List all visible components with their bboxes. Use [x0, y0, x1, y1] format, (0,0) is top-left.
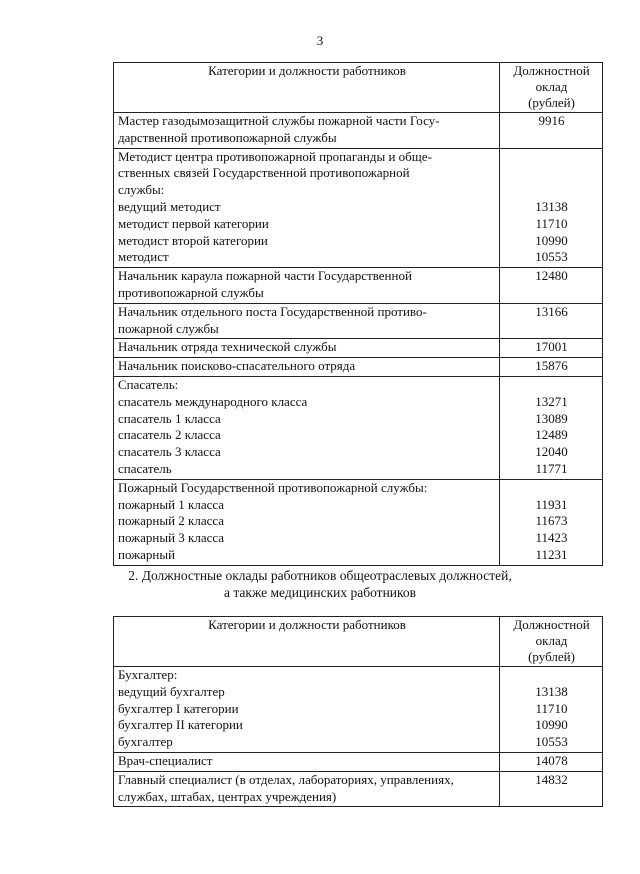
salary-cell	[500, 113, 603, 149]
position-cell	[114, 303, 500, 339]
salary-value: 12040	[535, 444, 568, 460]
position-cell	[114, 148, 500, 268]
header-salary	[500, 617, 603, 667]
salary-value: 11231	[535, 546, 568, 562]
position-line: Методист центра противопожарной пропаганды и обще-	[118, 148, 432, 164]
position-line: бухгалтер II категории	[118, 717, 243, 733]
salary-value: 13089	[535, 410, 568, 426]
table-row	[114, 376, 603, 479]
table-header-row	[114, 63, 603, 113]
header-salary-line: оклад	[535, 633, 568, 648]
table-row	[114, 113, 603, 149]
position-line: пожарный 2 класса	[118, 513, 225, 529]
position-cell	[114, 771, 500, 807]
salary-value: 11931	[535, 496, 568, 512]
salary-value: 13138	[535, 198, 568, 214]
position-line: бухгалтер I категории	[118, 700, 239, 716]
header-salary-line: Должностной	[513, 617, 590, 632]
salary-value: 14832	[535, 771, 568, 787]
position-line: спасатель 3 класса	[118, 444, 221, 460]
position-cell	[114, 376, 500, 479]
position-line: Начальник отряда технической службы	[118, 339, 337, 355]
position-line: пожарный	[118, 546, 176, 562]
position-line: Пожарный Государственной противопожарной службы:	[118, 479, 428, 495]
salary-value: 11673	[535, 513, 568, 529]
position-line: пожарный 1 класса	[118, 496, 225, 512]
table-row	[114, 303, 603, 339]
position-cell	[114, 479, 500, 565]
position-line: спасатель 1 класса	[118, 410, 221, 426]
position-line: Начальник отдельного поста Государственной противо-	[118, 303, 427, 319]
position-line: службах, штабах, центрах учреждения)	[118, 788, 337, 804]
salary-cell	[500, 358, 603, 377]
position-line: ведущий бухгалтер	[118, 683, 225, 699]
header-salary-line: оклад	[535, 79, 568, 94]
position-line: методист	[118, 249, 169, 265]
salary-cell	[500, 148, 603, 268]
salary-value	[504, 149, 599, 166]
salary-value: 11771	[535, 460, 568, 476]
page-number: 3	[316, 33, 324, 48]
salary-cell	[500, 268, 603, 304]
position-line: спасатель 2 класса	[118, 427, 221, 443]
header-salary-line: Должностной	[513, 63, 590, 78]
salary-value	[504, 667, 599, 684]
position-line: бухгалтер	[118, 734, 173, 750]
table-body	[114, 113, 603, 566]
salary-value: 11423	[535, 530, 568, 546]
salary-value	[504, 321, 599, 338]
table-body	[114, 667, 603, 807]
position-line: Бухгалтер:	[118, 667, 178, 682]
position-line: Начальник караула пожарной части Государственной	[118, 268, 412, 284]
position-cell	[114, 339, 500, 358]
table-row	[114, 752, 603, 771]
position-line: ственных связей Государственной противопожарной	[118, 165, 410, 181]
table-row	[114, 339, 603, 358]
position-line: Начальник поисково-спасательного отряда	[118, 358, 356, 374]
table-row	[114, 148, 603, 268]
position-line: ведущий методист	[118, 198, 221, 214]
salary-value: 10990	[535, 717, 568, 733]
position-line: Спасатель:	[118, 376, 179, 392]
salary-value	[504, 377, 599, 394]
header-category: Категории и должности работников	[114, 63, 500, 113]
position-line: дарственной противопожарной службы	[118, 129, 337, 145]
table-row	[114, 358, 603, 377]
table-row	[114, 479, 603, 565]
salary-cell	[500, 771, 603, 807]
salary-cell	[500, 479, 603, 565]
salary-value	[504, 285, 599, 302]
table-header-row	[114, 617, 603, 667]
salary-value: 17001	[535, 339, 568, 355]
salary-cell	[500, 667, 603, 753]
salary-table-2	[113, 616, 603, 807]
position-cell	[114, 113, 500, 149]
salary-value: 13271	[535, 393, 568, 409]
table-row	[114, 667, 603, 753]
position-line: спасатель международного класса	[118, 393, 308, 409]
position-line: Врач-специалист	[118, 752, 213, 768]
salary-value	[504, 182, 599, 199]
position-line: Главный специалист (в отделах, лабораториях, управлениях,	[118, 771, 454, 787]
position-cell	[114, 268, 500, 304]
salary-table-1	[113, 62, 603, 566]
salary-cell	[500, 752, 603, 771]
salary-value	[504, 789, 599, 806]
position-cell	[114, 752, 500, 771]
salary-value: 13166	[535, 303, 568, 319]
header-category: Категории и должности работников	[114, 617, 500, 667]
salary-value	[504, 130, 599, 147]
table-row	[114, 771, 603, 807]
salary-value: 12480	[535, 268, 568, 284]
salary-value: 11710	[535, 215, 568, 231]
salary-value: 11710	[535, 700, 568, 716]
position-line: методист первой категории	[118, 215, 269, 231]
position-line: Мастер газодымозащитной службы пожарной части Госу-	[118, 113, 440, 128]
salary-value: 10553	[535, 249, 568, 265]
position-line: методист второй категории	[118, 232, 268, 248]
salary-value: 13138	[535, 683, 568, 699]
position-cell	[114, 358, 500, 377]
salary-value	[504, 480, 599, 497]
position-line: спасатель	[118, 460, 172, 476]
salary-value: 15876	[535, 358, 568, 374]
salary-value: 10990	[535, 232, 568, 248]
position-line: пожарной службы	[118, 320, 219, 336]
position-line: пожарный 3 класса	[118, 530, 225, 546]
section-heading-line: 2. Должностные оклады работников общеотраслевых должностей,	[128, 568, 512, 583]
salary-cell	[500, 339, 603, 358]
header-salary-line: (рублей)	[528, 649, 575, 664]
salary-value: 9916	[538, 113, 565, 128]
salary-value	[504, 165, 599, 182]
salary-value: 12489	[535, 427, 568, 443]
header-salary	[500, 63, 603, 113]
salary-value: 14078	[535, 752, 568, 768]
position-cell	[114, 667, 500, 753]
salary-cell	[500, 303, 603, 339]
section-2-heading	[0, 567, 640, 601]
salary-cell	[500, 376, 603, 479]
table-row	[114, 268, 603, 304]
section-heading-line: а также медицинских работников	[223, 585, 417, 600]
position-line: противопожарной службы	[118, 284, 264, 300]
position-line: службы:	[118, 182, 165, 198]
header-salary-line: (рублей)	[528, 95, 575, 110]
salary-value: 10553	[535, 734, 568, 750]
